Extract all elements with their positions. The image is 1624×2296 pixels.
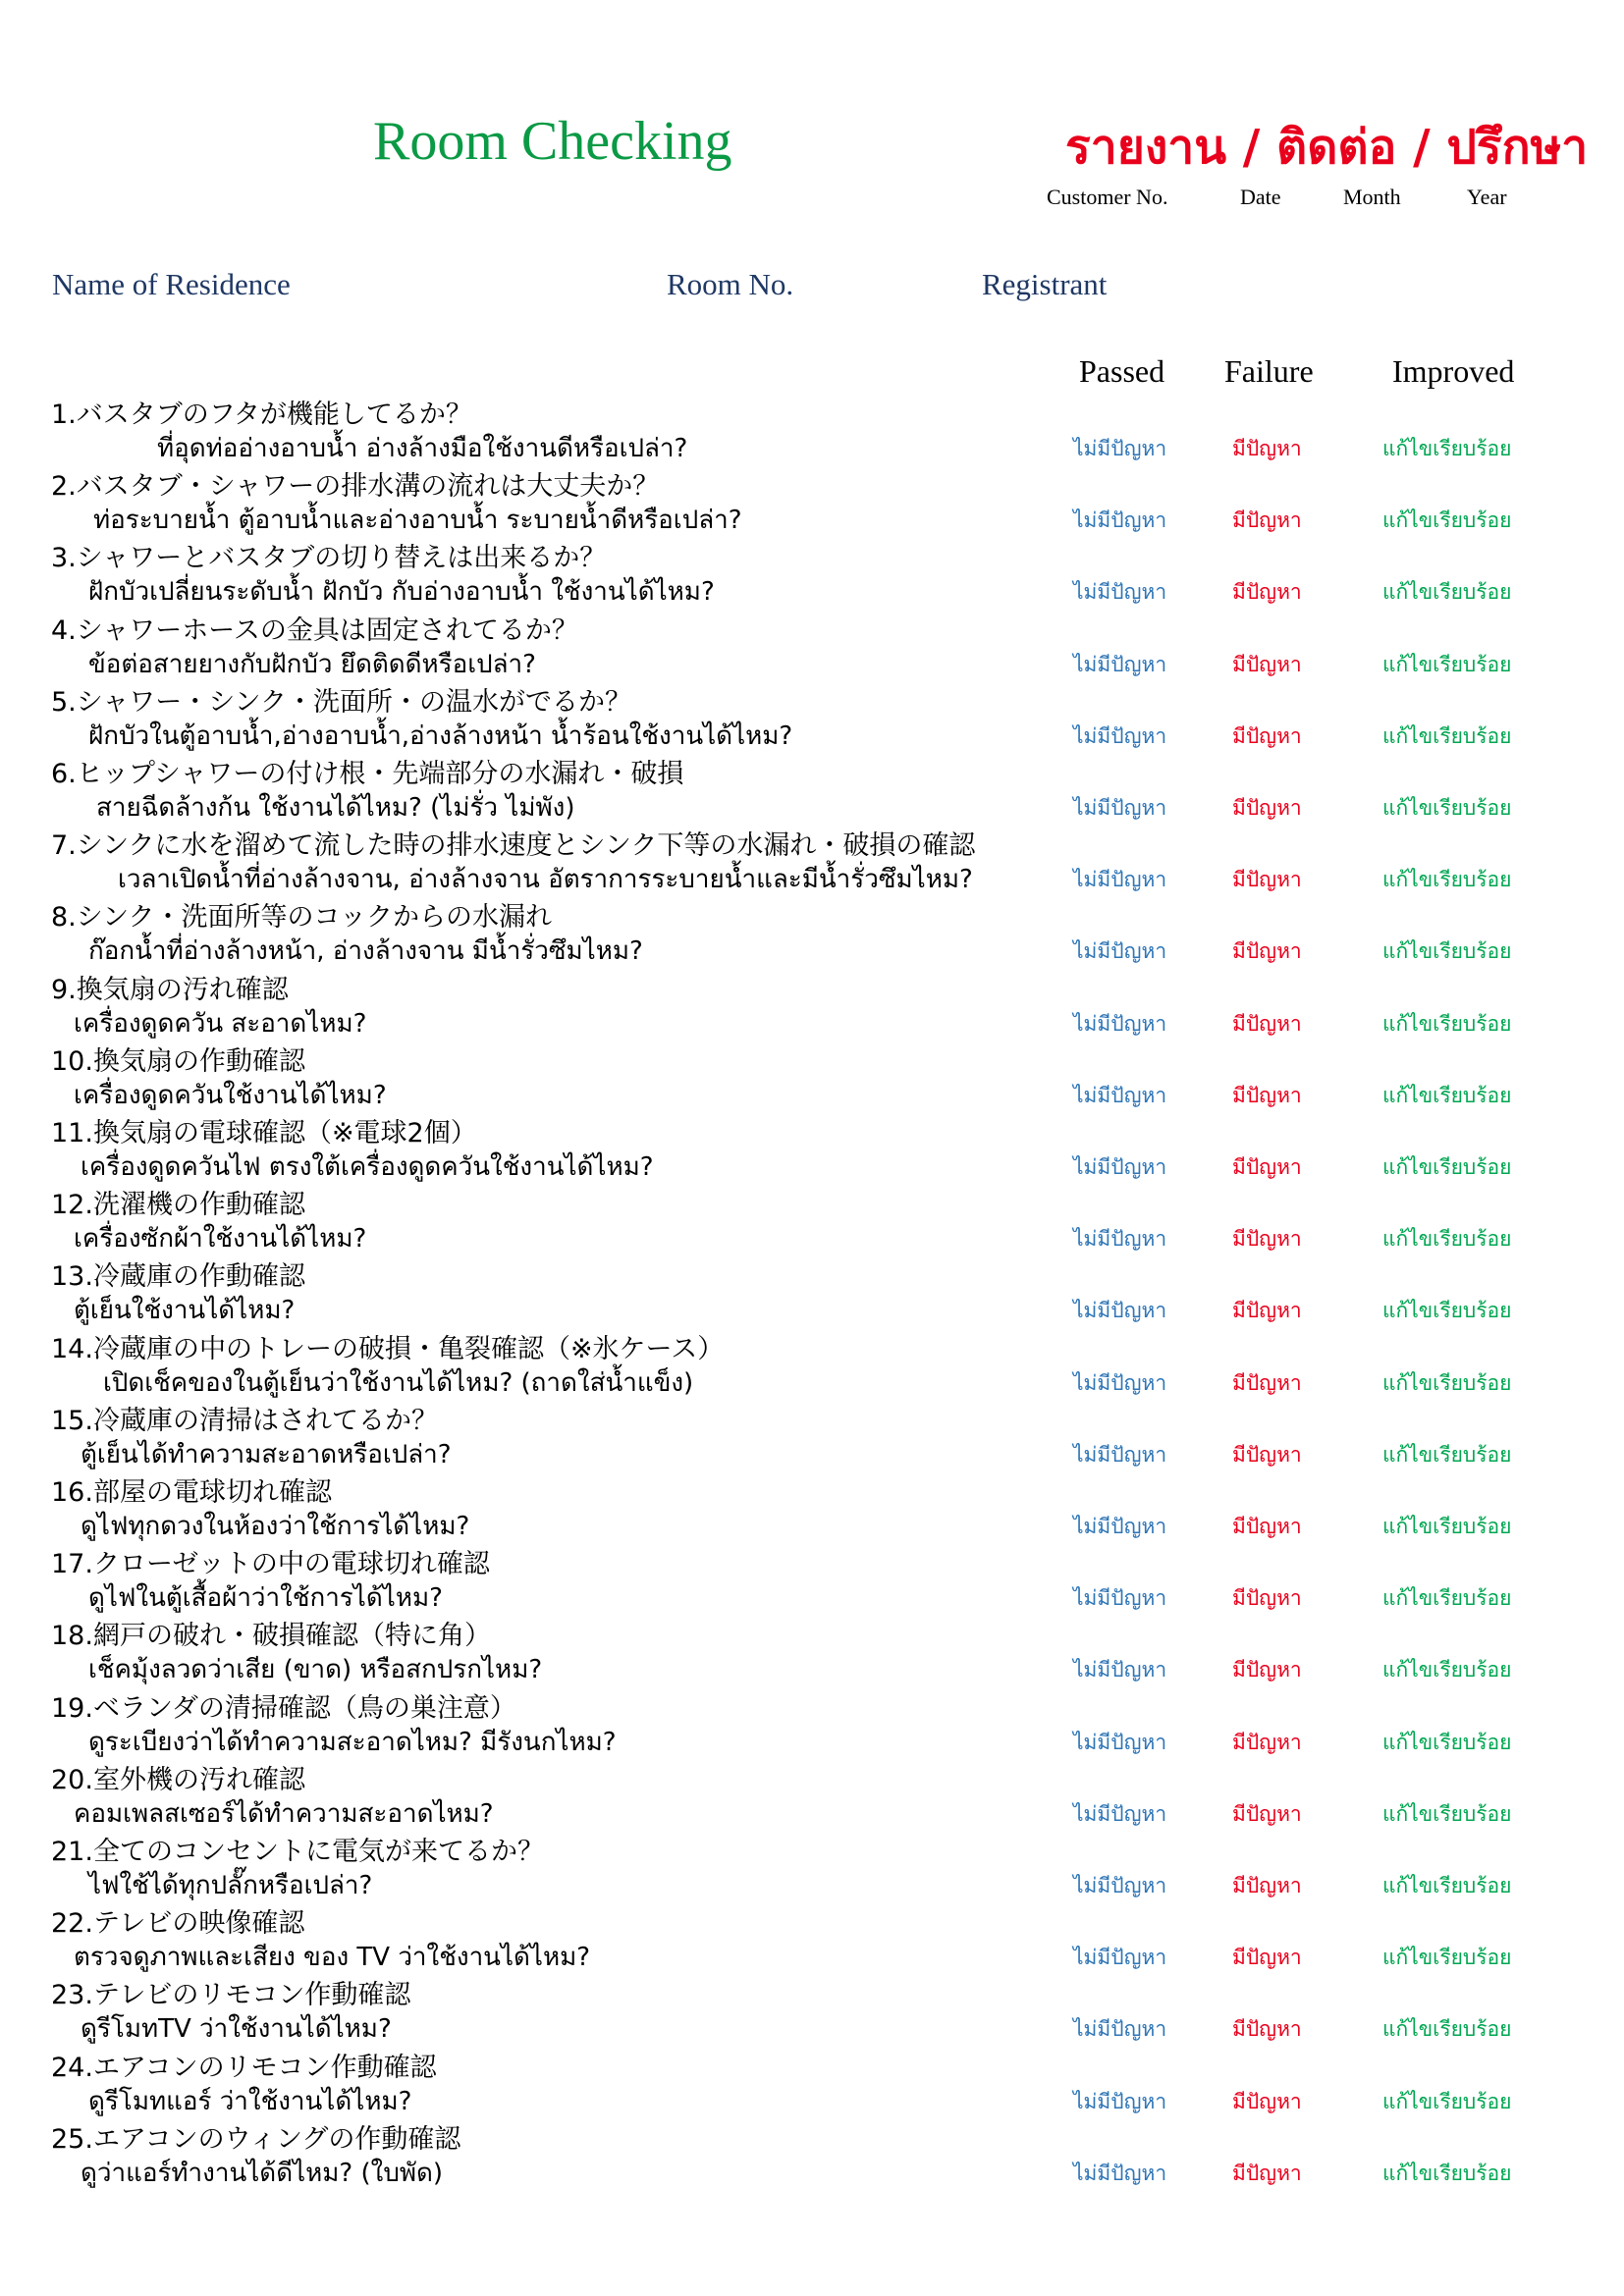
item-question-th: ตรวจดูภาพและเสียง ของ TV ว่าใช้งานได้ไหม? [74,1943,591,1973]
checklist-item [0,1327,1624,1399]
option-passed[interactable]: ไม่มีปัญหา [1073,1227,1167,1252]
option-failure[interactable]: มีปัญหา [1232,1370,1302,1395]
checklist-item [0,1470,1624,1542]
year-label: Year [1467,185,1507,209]
option-failure[interactable]: มีปัญหา [1232,939,1302,964]
item-question-th: ดูรีโมทแอร์ ว่าใช้งานได้ไหม? [88,2086,412,2116]
thai-subtitle: รายงาน / ติดต่อ / ปรึกษา [1065,120,1589,175]
checklist-item [0,609,1624,680]
option-improved[interactable]: แก้ไขเรียบร้อย [1382,580,1512,605]
item-question-jp: 24.エアコンのリモコン作動確認 [51,2052,437,2083]
checklist-item [0,895,1624,967]
date-label: Date [1240,185,1281,209]
option-improved[interactable]: แก้ไขเรียบร้อย [1382,1946,1512,1970]
checklist-item [0,2046,1624,2117]
item-question-jp: 23.テレビのリモコン作動確認 [51,1980,411,2011]
item-question-th: ไฟใช้ได้ทุกปลั๊กหรือเปล่า? [88,1871,373,1900]
option-passed[interactable]: ไม่มีปัญหา [1073,1874,1167,1897]
checklist-item [0,393,1624,464]
option-failure[interactable]: มีปัญหา [1232,1011,1302,1036]
item-question-th: ดูไฟในตู้เสื้อผ้าว่าใช้การได้ไหม? [88,1583,443,1614]
item-question-th: ดูรีโมทTV ว่าใช้งานได้ไหม? [81,2014,392,2045]
option-improved[interactable]: แก้ไขเรียบร้อย [1382,1730,1512,1754]
option-passed[interactable]: ไม่มีปัญหา [1073,508,1167,533]
checklist-item [0,1399,1624,1470]
option-failure[interactable]: มีปัญหา [1232,1730,1302,1754]
option-improved[interactable]: แก้ไขเรียบร้อย [1382,1299,1512,1323]
checklist-item [0,1183,1624,1255]
item-question-jp: 7.シンクに水を溜めて流した時の排水速度とシンク下等の水漏れ・破損の確認 [51,830,976,862]
option-improved[interactable]: แก้ไขเรียบร้อย [1382,1442,1512,1467]
option-passed[interactable]: ไม่มีปัญหา [1073,939,1167,964]
option-passed[interactable]: ไม่มีปัญหา [1073,1658,1167,1682]
option-improved[interactable]: แก้ไขเรียบร้อย [1382,868,1512,892]
option-passed[interactable]: ไม่มีปัญหา [1073,652,1167,676]
option-passed[interactable]: ไม่มีปัญหา [1073,1442,1167,1467]
option-failure[interactable]: มีปัญหา [1232,2161,1302,2185]
option-failure[interactable]: มีปัญหา [1232,1155,1302,1179]
option-failure[interactable]: มีปัญหา [1232,1801,1302,1826]
option-failure[interactable]: มีปัญหา [1232,437,1302,460]
checklist-item [0,1973,1624,2045]
checklist-item [0,1111,1624,1183]
checklist-item [0,1686,1624,1758]
checklist-item [0,1901,1624,1973]
passed-column-header: Passed [1079,353,1165,389]
option-failure[interactable]: มีปัญหา [1232,1299,1302,1323]
checklist-item [0,2117,1624,2189]
item-question-jp: 4.シャワーホースの金具は固定されてるか？ [51,614,578,646]
item-question-jp: 15.冷蔵庫の清掃はされてるか？ [51,1405,438,1436]
checklist-item [0,464,1624,536]
option-failure[interactable]: มีปัญหา [1232,1442,1302,1467]
option-improved[interactable]: แก้ไขเรียบร้อย [1382,1011,1512,1036]
item-question-jp: 25.エアコンのウィングの作動確認 [51,2123,461,2155]
option-improved[interactable]: แก้ไขเรียบร้อย [1382,1083,1512,1107]
option-failure[interactable]: มีปัญหา [1232,796,1302,820]
item-question-th: ดูไฟทุกดวงในห้องว่าใช้การได้ไหม? [81,1512,470,1541]
option-failure[interactable]: มีปัญหา [1232,1083,1302,1107]
item-question-th: เปิดเช็คของในตู้เย็นว่าใช้งานได้ไหม? (ถาดใส่น้ำแข็ง) [103,1367,694,1398]
item-question-th: ฝักบัวเปลี่ยนระดับน้ำ ฝักบัว กับอ่างอาบน้ำ ใช้งานได้ไหม? [88,577,715,608]
option-passed[interactable]: ไม่มีปัญหา [1073,2017,1167,2042]
option-improved[interactable]: แก้ไขเรียบร้อย [1382,652,1512,676]
option-passed[interactable]: ไม่มีปัญหา [1073,580,1167,605]
option-passed[interactable]: ไม่มีปัญหา [1073,437,1167,460]
item-question-jp: 22.テレビの映像確認 [51,1908,305,1940]
option-passed[interactable]: ไม่มีปัญหา [1073,1586,1167,1611]
item-question-jp: 16.部屋の電球切れ確認 [51,1477,332,1508]
option-improved[interactable]: แก้ไขเรียบร้อย [1382,723,1512,748]
checklist-item [0,968,1624,1040]
item-question-th: เครื่องดูดควันใช้งานได้ไหม? [74,1080,387,1110]
improved-column-header: Improved [1392,353,1515,389]
item-question-jp: 9.換気扇の汚れ確認 [51,974,289,1005]
option-passed[interactable]: ไม่มีปัญหา [1073,868,1167,892]
option-improved[interactable]: แก้ไขเรียบร้อย [1382,1155,1512,1179]
option-passed[interactable]: ไม่มีปัญหา [1073,1370,1167,1395]
option-passed[interactable]: ไม่มีปัญหา [1073,1083,1167,1107]
option-passed[interactable]: ไม่มีปัญหา [1073,1011,1167,1036]
option-improved[interactable]: แก้ไขเรียบร้อย [1382,2161,1512,2185]
item-question-th: ที่อุดท่ออ่างอาบน้ำ อ่างล้างมือใช้งานดีหรือเปล่า? [157,434,688,463]
item-question-th: ดูว่าแอร์ทำงานได้ดีไหม? (ใบพัด) [81,2158,444,2188]
item-question-th: ท่อระบายน้ำ ตู้อาบน้ำและอ่างอาบน้ำ ระบายน้ำดีหรือเปล่า? [93,506,742,536]
item-question-th: คอมเพลสเซอร์ได้ทำความสะอาดไหม? [74,1798,494,1829]
month-label: Month [1343,185,1401,209]
option-passed[interactable]: ไม่มีปัญหา [1073,2089,1167,2113]
option-failure[interactable]: มีปัญหา [1232,1586,1302,1611]
checklist-item [0,1255,1624,1326]
option-failure[interactable]: มีปัญหา [1232,1658,1302,1682]
residence-name-label: Name of Residence [52,267,291,301]
option-failure[interactable]: มีปัญหา [1232,580,1302,605]
option-failure[interactable]: มีปัญหา [1232,1946,1302,1970]
option-passed[interactable]: ไม่มีปัญหา [1073,2161,1167,2185]
item-question-jp: 14.冷蔵庫の中のトレーの破損・亀裂確認（※氷ケース） [51,1333,725,1364]
option-improved[interactable]: แก้ไขเรียบร้อย [1382,1874,1512,1897]
item-question-jp: 1.バスタブのフタが機能してるか？ [51,400,472,430]
option-failure[interactable]: มีปัญหา [1232,2017,1302,2042]
item-question-jp: 10.換気扇の作動確認 [51,1045,305,1077]
item-question-jp: 11.換気扇の電球確認（※電球2個） [51,1118,477,1148]
option-failure[interactable]: มีปัญหา [1232,723,1302,748]
option-failure[interactable]: มีปัญหา [1232,868,1302,892]
room-no-label: Room No. [667,267,794,301]
option-improved[interactable]: แก้ไขเรียบร้อย [1382,1801,1512,1826]
option-passed[interactable]: ไม่มีปัญหา [1073,1299,1167,1323]
option-improved[interactable]: แก้ไขเรียบร้อย [1382,1515,1512,1538]
option-improved[interactable]: แก้ไขเรียบร้อย [1382,1658,1512,1682]
item-question-th: ก๊อกน้ำที่อ่างล้างหน้า, อ่างล้างจาน มีน้ำรั่วซึมไหม? [88,936,643,967]
option-failure[interactable]: มีปัญหา [1232,1515,1302,1538]
option-improved[interactable]: แก้ไขเรียบร้อย [1382,796,1512,820]
item-question-th: เครื่องซักผ้าใช้งานได้ไหม? [74,1224,367,1255]
option-passed[interactable]: ไม่มีปัญหา [1073,723,1167,748]
option-passed[interactable]: ไม่มีปัญหา [1073,1730,1167,1754]
item-question-th: ตู้เย็นใช้งานได้ไหม? [74,1296,296,1326]
item-question-jp: 20.室外機の汚れ確認 [51,1764,305,1795]
option-passed[interactable]: ไม่มีปัญหา [1073,1801,1167,1826]
item-question-th: เครื่องดูดควันไฟ ตรงใต้เครื่องดูดควันใช้งานได้ไหม? [81,1152,654,1182]
checklist-item [0,1542,1624,1614]
item-question-jp: 5.シャワー・シンク・洗面所・の温水がでるか？ [51,686,632,718]
item-question-jp: 8.シンク・洗面所等のコックからの水漏れ [51,902,553,934]
checklist-item [0,1040,1624,1111]
item-question-jp: 2.バスタブ・シャワーの排水溝の流れは大丈夫か？ [51,471,660,503]
customer-no-label: Customer No. [1047,185,1168,209]
item-question-jp: 12.洗濯機の作動確認 [51,1190,305,1221]
option-failure[interactable]: มีปัญหา [1232,2089,1302,2113]
option-passed[interactable]: ไม่มีปัญหา [1073,796,1167,820]
option-improved[interactable]: แก้ไขเรียบร้อย [1382,437,1512,460]
item-question-th: เช็คมุ้งลวดว่าเสีย (ขาด) หรือสกปรกไหม? [88,1655,543,1685]
item-question-jp: 19.ベランダの清掃確認（鳥の巣注意） [51,1692,516,1724]
item-question-th: สายฉีดล้างก้น ใช้งานได้ไหม? (ไม่รั่ว ไม่พัง) [96,793,575,823]
checklist-item [0,1614,1624,1685]
checklist-item [0,680,1624,752]
checklist-item [0,752,1624,824]
item-question-jp: 6.ヒップシャワーの付け根・先端部分の水漏れ・破損 [51,759,684,789]
item-question-th: ฝักบัวในตู้อาบน้ำ,อ่างอาบน้ำ,อ่างล้างหน้า น้ำร้อนใช้งานได้ไหม? [88,721,793,751]
option-improved[interactable]: แก้ไขเรียบร้อย [1382,1370,1512,1395]
option-improved[interactable]: แก้ไขเรียบร้อย [1382,508,1512,533]
page-title: Room Checking [373,111,732,172]
option-improved[interactable]: แก้ไขเรียบร้อย [1382,1586,1512,1611]
item-question-th: ดูระเบียงว่าได้ทำความสะอาดไหม? มีรังนกไหม? [88,1727,617,1757]
option-passed[interactable]: ไม่มีปัญหา [1073,1155,1167,1179]
option-improved[interactable]: แก้ไขเรียบร้อย [1382,1227,1512,1252]
option-failure[interactable]: มีปัญหา [1232,652,1302,676]
checklist-item [0,824,1624,895]
item-question-jp: 18.網戸の破れ・破損確認（特に角） [51,1621,491,1652]
item-question-th: เครื่องดูดควัน สะอาดไหม? [74,1008,367,1039]
option-improved[interactable]: แก้ไขเรียบร้อย [1382,2017,1512,2042]
option-failure[interactable]: มีปัญหา [1232,1227,1302,1252]
checklist-item [0,1830,1624,1901]
failure-column-header: Failure [1224,353,1314,389]
item-question-jp: 17.クローゼットの中の電球切れ確認 [51,1549,490,1580]
item-question-th: ข้อต่อสายยางกับฝักบัว ยึดติดดีหรือเปล่า? [88,649,536,679]
checklist-item [0,1758,1624,1830]
option-improved[interactable]: แก้ไขเรียบร้อย [1382,2089,1512,2113]
option-passed[interactable]: ไม่มีปัญหา [1073,1515,1167,1538]
option-improved[interactable]: แก้ไขเรียบร้อย [1382,939,1512,964]
checklist-item [0,536,1624,608]
option-passed[interactable]: ไม่มีปัญหา [1073,1946,1167,1970]
option-failure[interactable]: มีปัญหา [1232,508,1302,533]
item-question-jp: 13.冷蔵庫の作動確認 [51,1261,305,1293]
item-question-th: ตู้เย็นได้ทำความสะอาดหรือเปล่า? [81,1439,452,1469]
item-question-jp: 21.全てのコンセントに電気が来てるか？ [51,1837,544,1867]
registrant-label: Registrant [982,267,1108,301]
option-failure[interactable]: มีปัญหา [1232,1874,1302,1897]
item-question-th: เวลาเปิดน้ำที่อ่างล้างจาน, อ่างล้างจาน อัตราการระบายน้ำและมีน้ำรั่วซึมไหม? [118,865,973,895]
item-question-jp: 3.シャワーとバスタブの切り替えは出来るか？ [51,543,607,574]
